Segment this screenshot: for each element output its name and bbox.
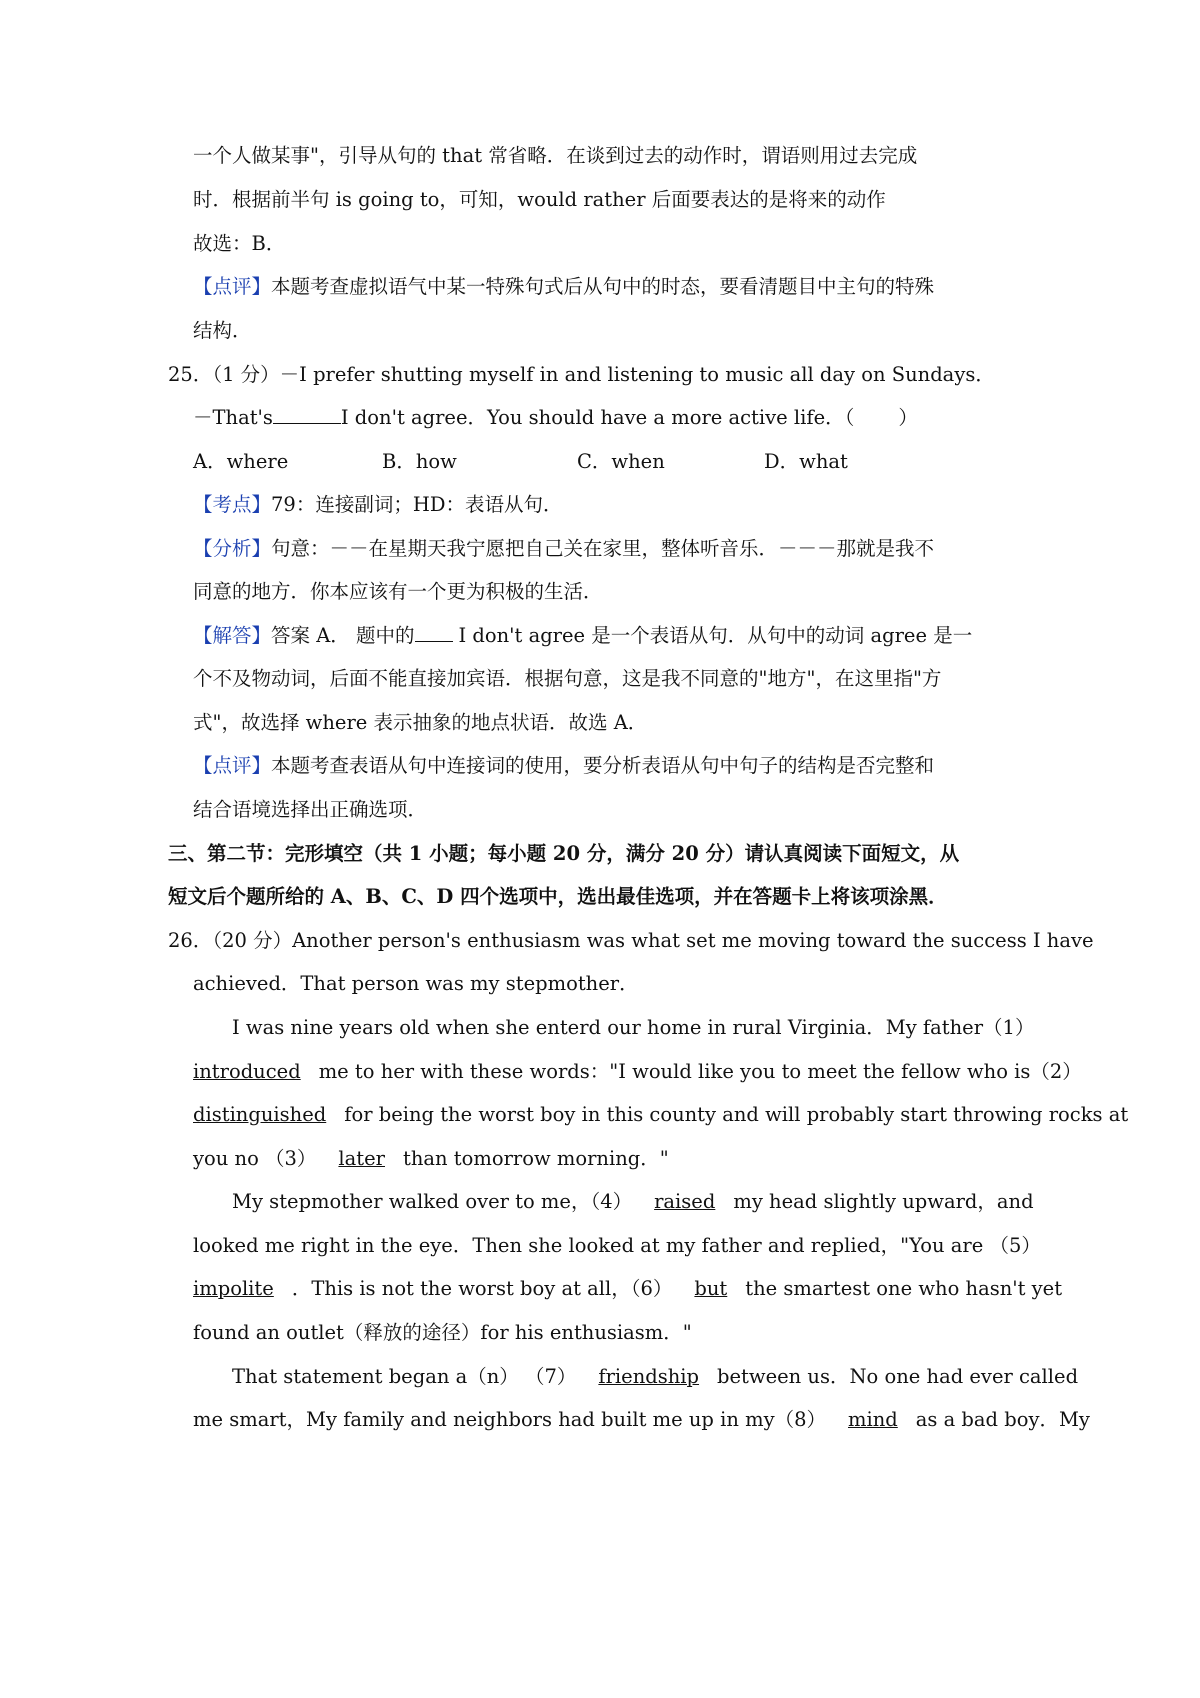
comment-tag: 【点评】 xyxy=(193,275,272,298)
q26-line-2: achieved．That person was my stepmother． xyxy=(193,972,639,995)
passage-line-4 xyxy=(193,1146,669,1172)
jieda-blank xyxy=(415,623,453,642)
passage-text: my head slightly upward，and xyxy=(733,1190,1034,1213)
q25-dianping-line-2: 结合语境选择出正确选项． xyxy=(193,798,428,821)
jieda-text-a: 答案 A． 题中的 xyxy=(271,624,415,647)
passage-line-3 xyxy=(193,1102,1128,1128)
answer-5: impolite xyxy=(193,1277,274,1300)
prev-analysis-line-1: 一个人做某事"，引导从句的 that 常省略．在谈到过去的动作时，谓语则用过去完成 xyxy=(193,144,918,167)
answer-1: introduced xyxy=(193,1060,301,1083)
q25-blank xyxy=(273,405,341,424)
passage-line-10 xyxy=(193,1407,1090,1433)
q25-stem-line-1: 25．（1 分）－I prefer shutting myself in and listening to music all day on Sundays． xyxy=(168,363,995,386)
q25-stem-line-2 xyxy=(193,405,918,431)
section-heading-line-2: 短文后个题所给的 A、B、C、D 四个选项中，选出最佳选项，并在答题卡上将该项涂黑． xyxy=(168,885,948,908)
passage-line-2 xyxy=(193,1059,1082,1085)
passage-text: for being the worst boy in this county and will probably start throwing rocks at xyxy=(344,1103,1129,1126)
passage-line-8: found an outlet（释放的途径）for his enthusiasm．" xyxy=(193,1321,692,1344)
passage-text: as a bad boy．My xyxy=(915,1408,1090,1431)
answer-2: distinguished xyxy=(193,1103,327,1126)
passage-text: the smartest one who hasn't yet xyxy=(745,1277,1063,1300)
comment-text: 本题考查虚拟语气中某一特殊句式后从句中的时态，要看清题目中主句的特殊 xyxy=(271,275,935,298)
q25-option-c: C．when xyxy=(577,450,665,473)
dianping-text: 本题考查表语从句中连接词的使用，要分析表语从句中句子的结构是否完整和 xyxy=(271,754,935,777)
q25-jieda-line-3: 式"，故选择 where 表示抽象的地点状语．故选 A． xyxy=(193,711,648,734)
passage-line-1: I was nine years old when she enterd our home in rural Virginia．My father（1） xyxy=(232,1016,1035,1039)
fenxi-text: 句意：－－在星期天我宁愿把自己关在家里，整体听音乐．－－－那就是我不 xyxy=(271,537,935,560)
answer-7: friendship xyxy=(598,1365,700,1388)
passage-line-6: looked me right in the eye．Then she looked at my father and replied，"You are （5） xyxy=(193,1234,1041,1257)
fenxi-tag: 【分析】 xyxy=(193,537,272,560)
section-heading-line-1: 三、第二节：完形填空（共 1 小题；每小题 20 分，满分 20 分）请认真阅读下面短文，从 xyxy=(168,842,960,865)
q25-kaodian xyxy=(193,492,562,518)
q25-dianping xyxy=(193,753,934,779)
passage-text: than tomorrow morning．" xyxy=(402,1147,669,1170)
passage-text: me smart，My family and neighbors had built me up in my（8） xyxy=(193,1408,826,1431)
passage-line-9 xyxy=(232,1364,1078,1390)
passage-text: me to her with these words："I would like you to meet the fellow who is（2） xyxy=(318,1060,1082,1083)
dianping-tag: 【点评】 xyxy=(193,754,272,777)
q25-stem-part-a: －That's xyxy=(193,406,273,429)
q25-fenxi xyxy=(193,536,934,562)
answer-3: later xyxy=(338,1147,385,1170)
prev-comment-line-2: 结构． xyxy=(193,319,252,342)
q25-jieda xyxy=(193,623,972,649)
q26-line-1: 26．（20 分）Another person's enthusiasm was what set me moving toward the success I have xyxy=(168,929,1094,952)
passage-line-7 xyxy=(193,1276,1062,1302)
answer-8: mind xyxy=(848,1408,898,1431)
passage-line-5 xyxy=(232,1189,1034,1215)
kaodian-tag: 【考点】 xyxy=(193,493,272,516)
answer-4: raised xyxy=(654,1190,716,1213)
jieda-tag: 【解答】 xyxy=(193,624,272,647)
kaodian-text: 79：连接副词；HD：表语从句． xyxy=(271,493,563,516)
prev-analysis-line-2: 时．根据前半句 is going to，可知，would rather 后面要表达的是将来的动作 xyxy=(193,188,886,211)
passage-text: you no （3） xyxy=(193,1147,317,1170)
q25-jieda-line-2: 个不及物动词，后面不能直接加宾语．根据句意，这是我不同意的"地方"，在这里指"方 xyxy=(193,667,942,690)
q25-option-b: B．how xyxy=(382,450,457,473)
passage-text: between us．No one had ever called xyxy=(717,1365,1079,1388)
q25-option-d: D．what xyxy=(764,450,848,473)
q25-stem-part-b: I don't agree．You should have a more active life．（ xyxy=(340,406,855,429)
jieda-text-b: I don't agree 是一个表语从句．从句中的动词 agree 是一 xyxy=(458,624,973,647)
passage-text: ．This is not the worst boy at all，（6） xyxy=(291,1277,673,1300)
q25-stem-part-c: ） xyxy=(898,406,918,429)
prev-comment xyxy=(193,274,934,300)
passage-text: My stepmother walked over to me，（4） xyxy=(232,1190,633,1213)
q25-fenxi-line-2: 同意的地方．你本应该有一个更为积极的生活． xyxy=(193,580,603,603)
passage-text: That statement began a（n） （7） xyxy=(232,1365,577,1388)
q25-option-a: A．where xyxy=(193,450,289,473)
answer-6: but xyxy=(694,1277,728,1300)
prev-answer-choice: 故选：B． xyxy=(193,232,286,255)
